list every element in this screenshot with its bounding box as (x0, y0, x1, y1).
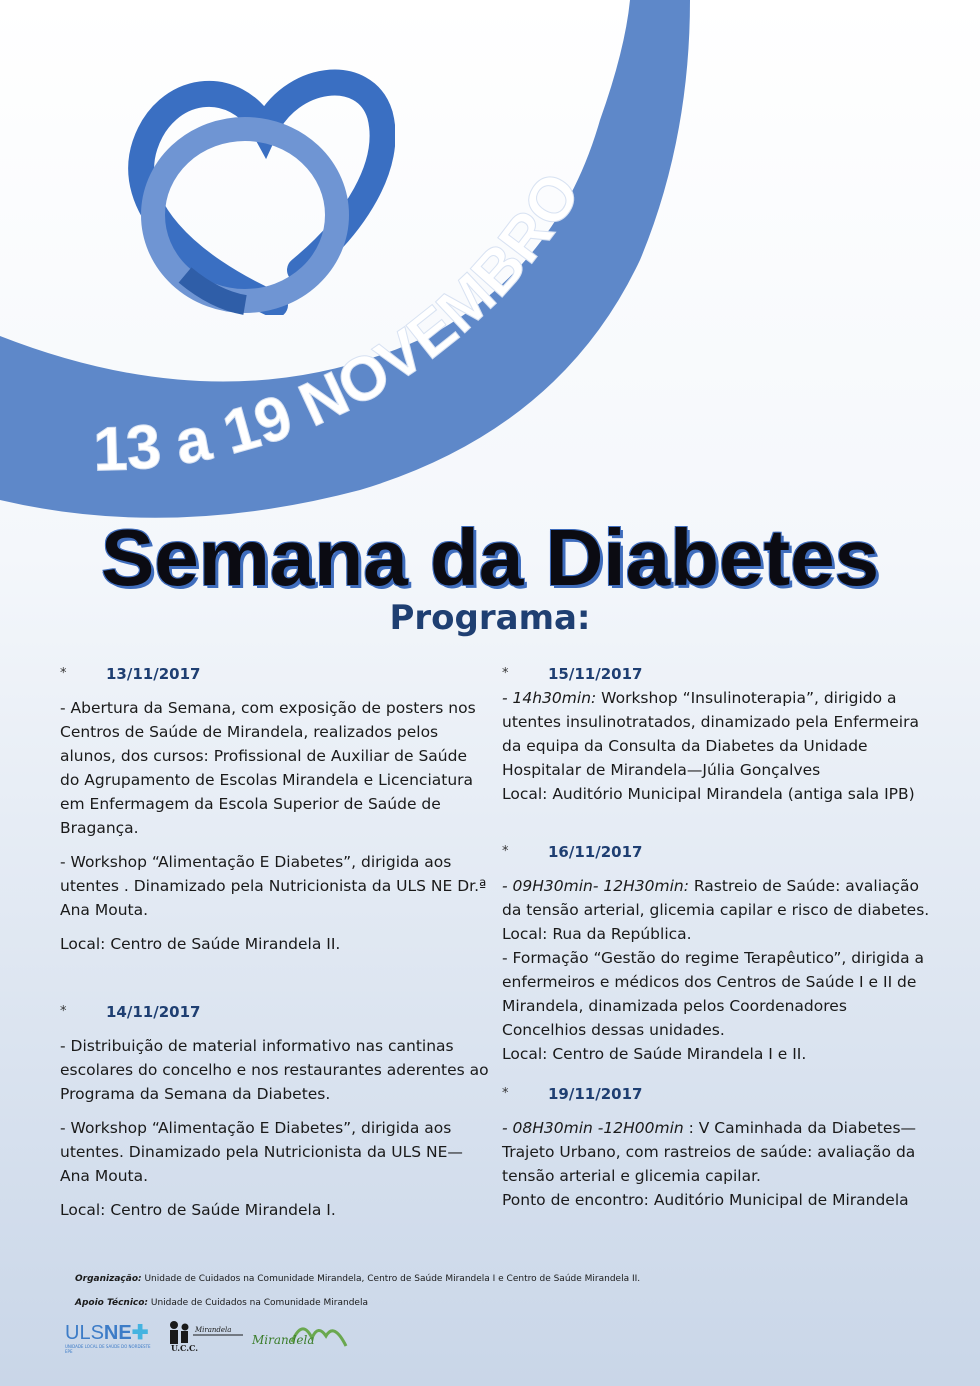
program-subtitle: Programa: (389, 598, 591, 638)
program-left-column (60, 662, 490, 1222)
date-heading (502, 662, 934, 686)
bullet-star-icon: * (502, 844, 509, 859)
event-location: Local: Centro de Saúde Mirandela I. (60, 1201, 336, 1219)
ne-logo-text: NE (103, 1322, 132, 1344)
day-section-13-11 (60, 662, 490, 956)
plus-cross-icon: ✚ (131, 1322, 149, 1344)
event-description: - Distribuição de material informativo nas cantinas escolares do concelho e nos restaurantes aderentes ao Programa da Semana da Diabetes. (60, 1037, 489, 1103)
svg-text:Mirandela: Mirandela (195, 1326, 232, 1334)
mirandela-municipality-logo (250, 1316, 350, 1354)
organization-label: Organização: (75, 1274, 142, 1284)
event-location: Local: Rua da República. (502, 925, 692, 943)
date-label: 14/11/2017 (106, 1003, 201, 1021)
bullet-star-icon: * (60, 666, 67, 681)
event-description: - Workshop “Alimentação E Diabetes”, dirigida aos utentes. Dinamizado pela Nutricionista da ULS NE—Ana Mouta. (60, 1119, 463, 1185)
bullet-star-icon: * (502, 1086, 509, 1101)
date-heading (502, 1082, 934, 1106)
event-meeting-point: Ponto de encontro: Auditório Municipal de Mirandela (502, 1191, 909, 1209)
day-section-19-11 (502, 1082, 934, 1212)
event-location: Local: Centro de Saúde Mirandela I e II. (502, 1045, 807, 1063)
date-heading (502, 840, 934, 864)
page-title: Semana da Diabetes (100, 513, 880, 602)
support-text: Unidade de Cuidados na Comunidade Mirandela (148, 1298, 368, 1308)
program-right-column (502, 662, 934, 1212)
dates-banner-text: 13 a 19 NOVEMBRO (92, 160, 595, 485)
technical-support-credit (75, 1298, 368, 1308)
event-description: - Workshop “Alimentação E Diabetes”, dirigida aos utentes . Dinamizado pela Nutricionista da ULS NE Dr.ª Ana Mouta. (60, 853, 487, 919)
event-time: - 14h30min: (502, 689, 597, 707)
event-description (502, 874, 934, 922)
day-section-15-11 (502, 662, 934, 806)
bullet-star-icon: * (60, 1004, 67, 1019)
date-label: 19/11/2017 (548, 1085, 643, 1103)
date-label: 16/11/2017 (548, 843, 643, 861)
uls-logo-text: ULS (65, 1322, 104, 1344)
svg-text:Mirandela: Mirandela (252, 1333, 315, 1347)
bullet-star-icon: * (502, 666, 509, 681)
date-heading (60, 662, 490, 686)
date-heading (60, 1000, 490, 1024)
event-description (502, 686, 934, 782)
event-description: - Formação “Gestão do regime Terapêutico”, dirigida a enfermeiros e médicos dos Centros de Saúde I e II de Mirandela, dinamizada pelos Coordenadores Concelhios dessas unidades. (502, 949, 924, 1039)
uls-ne-logo (65, 1320, 148, 1345)
support-label: Apoio Técnico: (75, 1298, 149, 1308)
event-text: : V Caminhada da Diabetes—Trajeto Urbano, com rastreios de saúde: avaliação da tensão arterial e glicemia capilar. (502, 1119, 917, 1185)
ucc-mirandela-logo (165, 1318, 245, 1352)
event-text: Rastreio de Saúde: avaliação da tensão arterial, glicemia capilar e risco de diabetes. (502, 877, 930, 919)
organization-credit (75, 1274, 640, 1284)
uls-logo-subtitle: UNIDADE LOCAL DE SAÚDE DO NORDESTE EPE (65, 1344, 151, 1354)
partner-logos (60, 1316, 360, 1356)
event-text: Workshop “Insulinoterapia”, dirigido a utentes insulinotratados, dinamizado pela Enfermeira da equipa da Consulta da Diabetes da Unidade Hospitalar de Mirandela—Júlia Gonçalves (502, 689, 919, 779)
organization-text: Unidade de Cuidados na Comunidade Mirandela, Centro de Saúde Mirandela I e Centro de Saúde Mirandela II. (141, 1274, 641, 1284)
event-time: - 08H30min -12H00min (502, 1119, 684, 1137)
heart-ribbon-logo-icon (125, 55, 395, 315)
event-location: Local: Centro de Saúde Mirandela II. (60, 935, 341, 953)
date-label: 13/11/2017 (106, 665, 201, 683)
day-section-16-11 (502, 840, 934, 1066)
date-label: 15/11/2017 (548, 665, 643, 683)
svg-text:U.C.C.: U.C.C. (171, 1343, 199, 1352)
event-time: - 09H30min- 12H30min: (502, 877, 689, 895)
event-description: - Abertura da Semana, com exposição de posters nos Centros de Saúde de Mirandela, realizados pelos alunos, dos cursos: Profissional de Auxiliar de Saúde do Agrupamento de Escolas Mirandela e Licenciatura em Enfermagem da Escola Superior de Saúde de Bragança. (60, 699, 476, 837)
event-description (502, 1116, 934, 1188)
event-location: Local: Auditório Municipal Mirandela (antiga sala IPB) (502, 785, 915, 803)
day-section-14-11 (60, 1000, 490, 1222)
